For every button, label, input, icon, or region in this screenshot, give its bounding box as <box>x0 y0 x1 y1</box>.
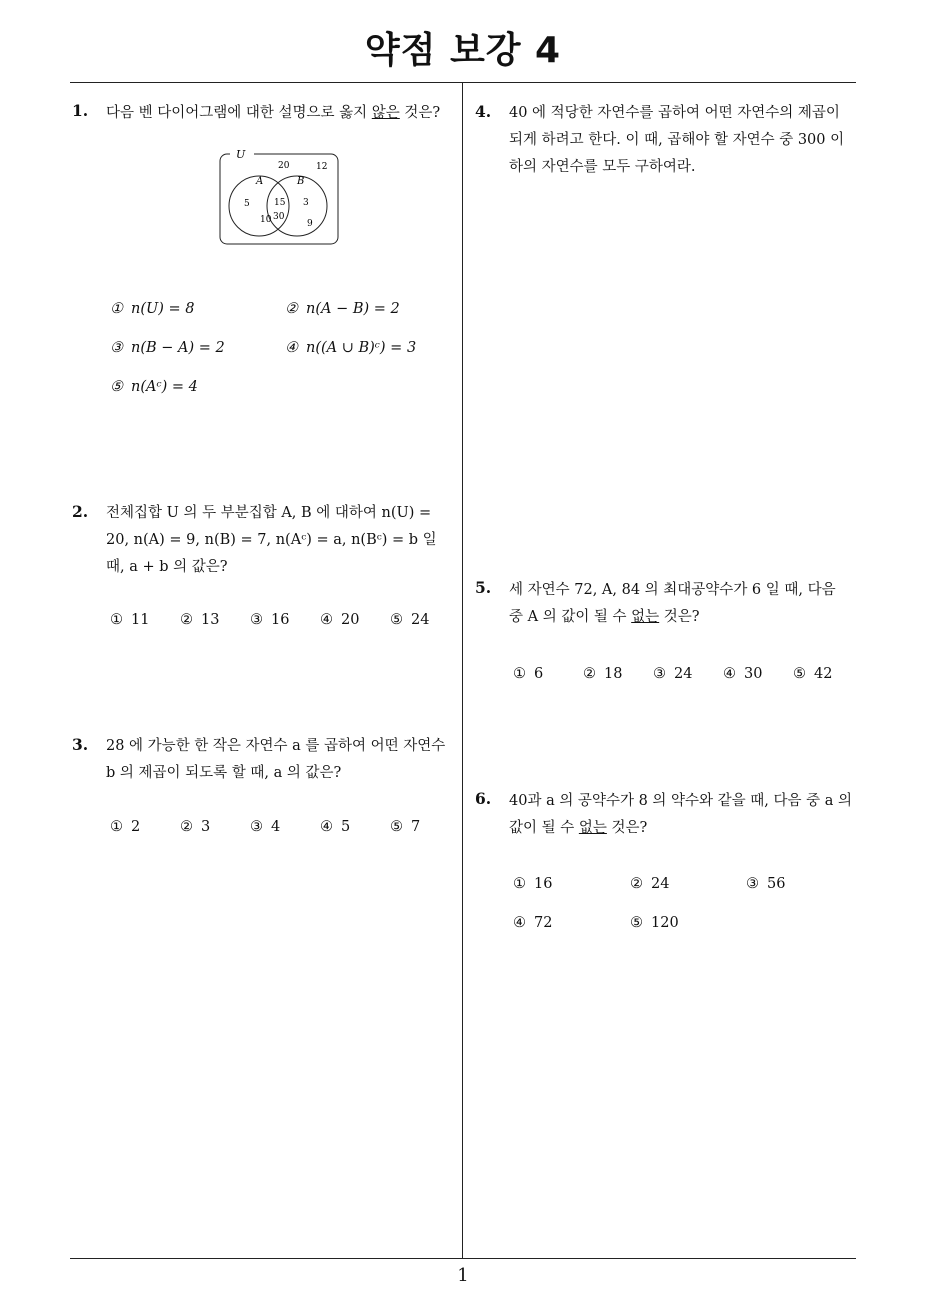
footer-rule <box>70 1258 856 1259</box>
option-5[interactable]: ⑤ 24 <box>390 612 430 628</box>
question-number: 5. <box>475 578 492 597</box>
question-number: 6. <box>475 789 492 808</box>
venn-value: 9 <box>307 219 313 229</box>
option-1[interactable]: ① n(U) = 8 <box>110 301 195 317</box>
option-1[interactable]: ① 6 <box>513 666 544 682</box>
question-text-line: 전체집합 U 의 두 부분집합 A, B 에 대하여 n(U) = <box>106 505 432 521</box>
page-number: 1 <box>457 1265 469 1286</box>
question-text-line: 20, n(A) = 9, n(B) = 7, n(Aᶜ) = a, n(Bᶜ) = b 일 <box>106 532 437 548</box>
question-text-line: 값이 될 수 없는 것은? <box>509 820 648 836</box>
option-4[interactable]: ④ 30 <box>723 666 763 682</box>
venn-value: 30 <box>273 212 285 222</box>
set-a-label: A <box>256 176 264 187</box>
option-4[interactable]: ④ n((A ∪ B)ᶜ) = 3 <box>285 340 417 356</box>
question-text-line: 때, a + b 의 값은? <box>106 559 228 575</box>
option-2[interactable]: ② 3 <box>180 819 211 835</box>
question-text-line: b 의 제곱이 되도록 할 때, a 의 값은? <box>106 765 342 781</box>
underlined-word: 없는 <box>631 609 660 625</box>
venn-value: 12 <box>316 162 328 172</box>
option-1[interactable]: ① 2 <box>110 819 141 835</box>
venn-value: 10 <box>260 215 272 225</box>
header-rule <box>70 82 856 83</box>
question-number: 1. <box>72 101 89 120</box>
option-1[interactable]: ① 11 <box>110 612 150 628</box>
venn-value: 20 <box>278 161 290 171</box>
option-2[interactable]: ② n(A − B) = 2 <box>285 301 400 317</box>
question-number: 4. <box>475 102 492 121</box>
question-text-line: 40과 a 의 공약수가 8 의 약수와 같을 때, 다음 중 a 의 <box>509 793 853 809</box>
question-text-line: 되게 하려고 한다. 이 때, 곱해야 할 자연수 중 300 이 <box>509 132 845 148</box>
question-number: 2. <box>72 502 89 521</box>
option-3[interactable]: ③ 4 <box>250 819 281 835</box>
set-b-label: B <box>297 176 305 187</box>
option-4[interactable]: ④ 72 <box>513 915 553 931</box>
universe-label: U <box>236 148 246 161</box>
venn-value: 3 <box>303 198 309 208</box>
option-5[interactable]: ⑤ 7 <box>390 819 421 835</box>
question-number: 3. <box>72 735 89 754</box>
option-2[interactable]: ② 24 <box>630 876 670 892</box>
question-text-line: 세 자연수 72, A, 84 의 최대공약수가 6 일 때, 다음 <box>509 582 836 598</box>
option-4[interactable]: ④ 5 <box>320 819 351 835</box>
option-1[interactable]: ① 16 <box>513 876 553 892</box>
option-3[interactable]: ③ 16 <box>250 612 290 628</box>
option-3[interactable]: ③ 24 <box>653 666 693 682</box>
column-divider <box>462 82 463 1258</box>
option-2[interactable]: ② 13 <box>180 612 220 628</box>
option-2[interactable]: ② 18 <box>583 666 623 682</box>
venn-value: 5 <box>244 199 250 209</box>
question-text-line: 28 에 가능한 한 작은 자연수 a 를 곱하여 어떤 자연수 <box>106 738 446 754</box>
question-text-line: 중 A 의 값이 될 수 없는 것은? <box>509 609 700 625</box>
question-text: 다음 벤 다이어그램에 대한 설명으로 옳지 않은 것은? <box>106 105 441 121</box>
option-5[interactable]: ⑤ n(Aᶜ) = 4 <box>110 379 198 395</box>
page-title: 약점 보강 4 <box>364 30 562 71</box>
underlined-word: 않은 <box>371 105 400 121</box>
option-4[interactable]: ④ 20 <box>320 612 360 628</box>
option-5[interactable]: ⑤ 42 <box>793 666 833 682</box>
option-3[interactable]: ③ n(B − A) = 2 <box>110 340 225 356</box>
underlined-word: 없는 <box>578 820 607 836</box>
option-5[interactable]: ⑤ 120 <box>630 915 679 931</box>
venn-value: 15 <box>274 198 286 208</box>
question-text-line: 40 에 적당한 자연수를 곱하여 어떤 자연수의 제곱이 <box>509 105 840 121</box>
option-3[interactable]: ③ 56 <box>746 876 786 892</box>
question-text-line: 하의 자연수를 모두 구하여라. <box>509 159 696 175</box>
venn-diagram <box>216 146 346 248</box>
